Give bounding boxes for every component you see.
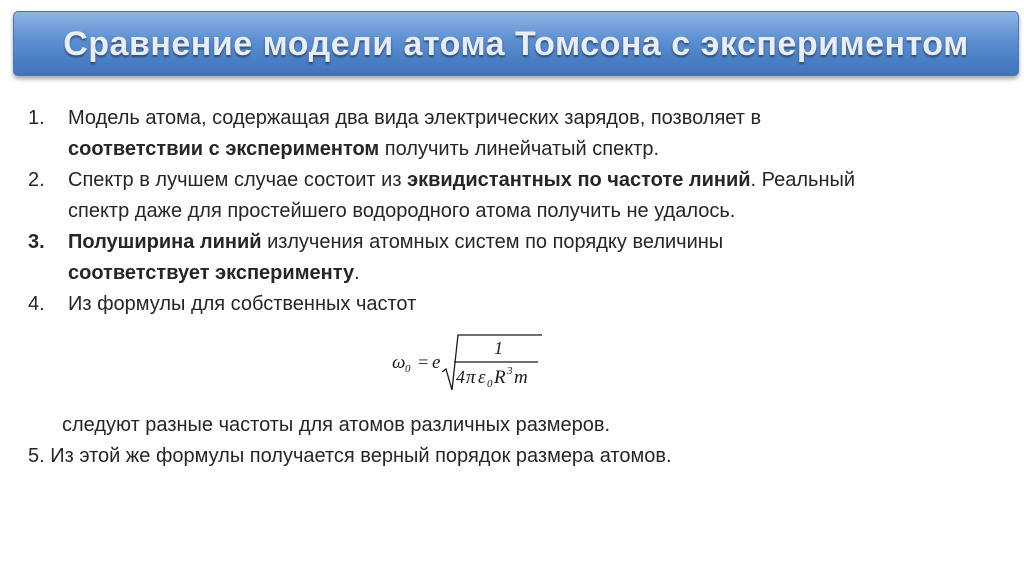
list-item-3 xyxy=(28,227,998,289)
list-item-2 xyxy=(28,165,998,227)
slide-title: Сравнение модели атома Томсона с экспериментом xyxy=(63,25,969,63)
frequency-formula xyxy=(390,332,550,394)
list-item-4 xyxy=(28,289,998,320)
formula-equals: = xyxy=(417,352,430,372)
list-item-5: 5. Из этой же формулы получается верный порядок размера атомов. xyxy=(28,445,672,467)
list-item-text-line xyxy=(68,165,998,196)
formula-den-m: m xyxy=(514,367,528,388)
bold-text: соответствует эксперименту xyxy=(68,262,355,284)
text-span: . xyxy=(354,262,360,284)
list-number: 2. xyxy=(28,169,45,191)
formula-den-pi: π xyxy=(466,367,476,388)
list-item-1 xyxy=(28,103,998,165)
bold-text: эквидистантных по частоте линий xyxy=(407,169,751,191)
text-span: Спектр в лучшем случае состоит из xyxy=(68,169,408,191)
list-item-text-line xyxy=(68,258,998,289)
text-span: получить линейчатый спектр. xyxy=(379,138,660,160)
formula-den-epsilon-subscript: 0 xyxy=(487,378,493,390)
formula-den-4: 4 xyxy=(456,367,465,387)
title-bar xyxy=(13,11,1019,76)
list-item-text-line: спектр даже для простейшего водородного атома получить не удалось. xyxy=(68,200,736,222)
text-span: . Реальный xyxy=(750,169,856,191)
formula-den-R: R xyxy=(494,367,506,388)
list-number: 1. xyxy=(28,107,45,129)
list-item-text-line xyxy=(68,227,998,258)
follow-text: следуют разные частоты для атомов различных размеров. xyxy=(62,414,611,436)
list-number: 4. xyxy=(28,293,45,315)
formula-omega-subscript: 0 xyxy=(405,363,411,375)
list-item-text-line: Из формулы для собственных частот xyxy=(68,293,417,315)
formula-e: e xyxy=(432,352,441,373)
list-item-text-line xyxy=(68,134,998,165)
formula-den-R-superscript: 3 xyxy=(507,365,513,377)
bold-text: соответствии с экспериментом xyxy=(68,138,380,160)
formula-den-epsilon: ε xyxy=(478,367,486,388)
list-item-text-line: Модель атома, содержащая два вида электрических зарядов, позволяет в xyxy=(68,107,762,129)
content-list xyxy=(28,103,998,320)
bold-text: Полуширина линий xyxy=(68,231,262,253)
text-span: излучения атомных систем по порядку величины xyxy=(261,231,724,253)
formula-omega: ω xyxy=(392,352,406,373)
formula-numerator: 1 xyxy=(494,338,503,358)
list-number: 3. xyxy=(28,231,45,253)
